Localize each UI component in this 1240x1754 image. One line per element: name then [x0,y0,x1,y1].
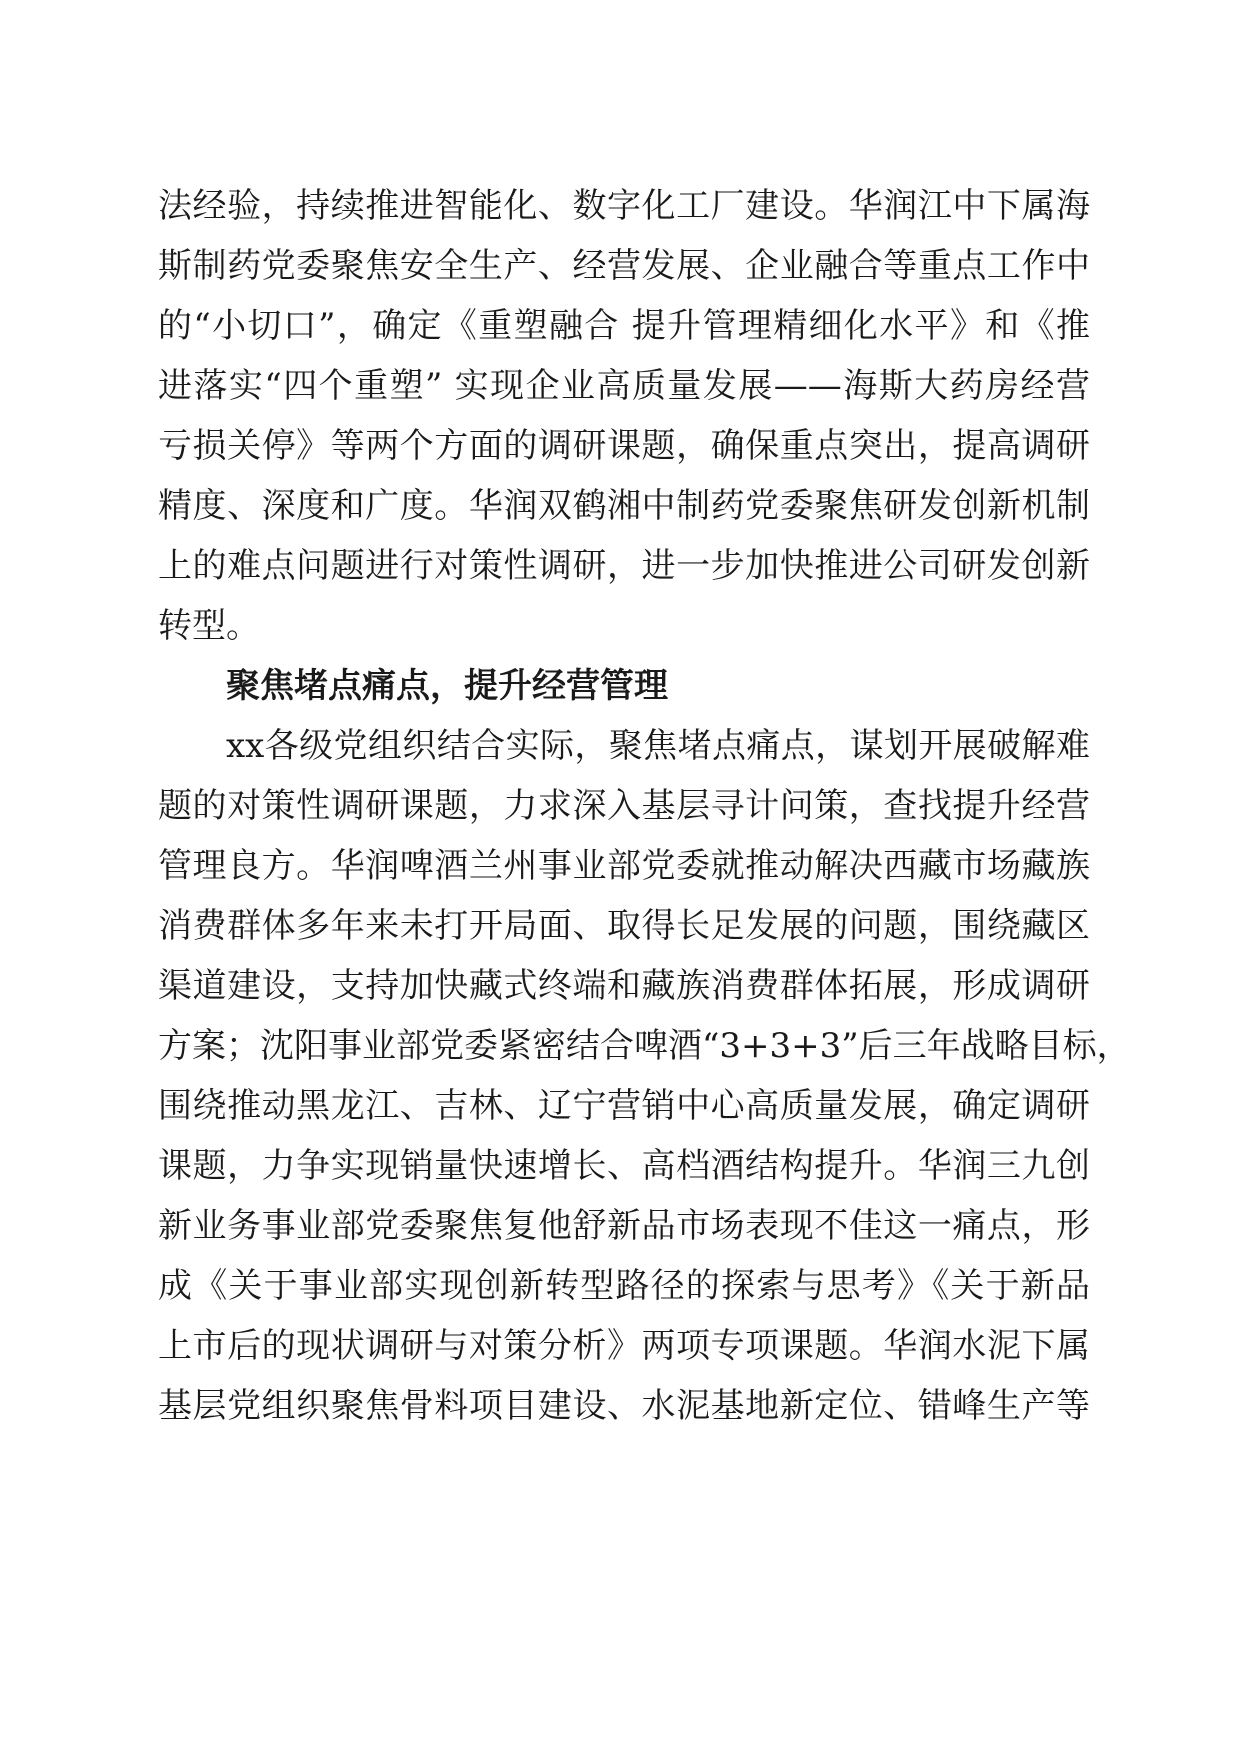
paragraph-1-line-2: 斯制药党委聚焦安全生产、经营发展、企业融合等重点工作中 [158,246,1090,286]
paragraph-2-line-6: 方案；沈阳事业部党委紧密结合啤酒“3+3+3”后三年战略目标， [158,1026,1131,1066]
paragraph-2-line-5: 渠道建设，支持加快藏式终端和藏族消费群体拓展，形成调研 [158,966,1090,1006]
paragraph-1-line-3: 的“小切口”，确定《重塑融合 提升管理精细化水平》和《推 [158,306,1090,346]
paragraph-2-line-1: xx各级党组织结合实际，聚焦堵点痛点，谋划开展破解难 [226,726,1090,766]
paragraph-2-line-12: 基层党组织聚焦骨料项目建设、水泥基地新定位、错峰生产等 [158,1386,1090,1426]
paragraph-2-line-7: 围绕推动黑龙江、吉林、辽宁营销中心高质量发展，确定调研 [158,1086,1090,1126]
paragraph-2-line-2: 题的对策性调研课题，力求深入基层寻计问策，查找提升经营 [158,786,1090,826]
paragraph-2-line-11: 上市后的现状调研与对策分析》两项专项课题。华润水泥下属 [158,1326,1090,1366]
paragraph-2-line-3: 管理良方。华润啤酒兰州事业部党委就推动解决西藏市场藏族 [158,846,1090,886]
section-heading: 聚焦堵点痛点，提升经营管理 [226,666,668,706]
paragraph-1-line-4: 进落实“四个重塑” 实现企业高质量发展——海斯大药房经营 [158,366,1090,406]
paragraph-1-line-6: 精度、深度和广度。华润双鹤湘中制药党委聚焦研发创新机制 [158,486,1090,526]
paragraph-1-line-7: 上的难点问题进行对策性调研，进一步加快推进公司研发创新 [158,546,1090,586]
paragraph-2-line-10: 成《关于事业部实现创新转型路径的探索与思考》《关于新品 [158,1266,1090,1306]
paragraph-2-line-4: 消费群体多年来未打开局面、取得长足发展的问题，围绕藏区 [158,906,1090,946]
paragraph-1-line-5: 亏损关停》等两个方面的调研课题，确保重点突出，提高调研 [158,426,1090,466]
paragraph-1-line-8: 转型。 [158,606,260,646]
paragraph-2-line-9: 新业务事业部党委聚焦复他舒新品市场表现不佳这一痛点，形 [158,1206,1090,1246]
paragraph-1-line-1: 法经验，持续推进智能化、数字化工厂建设。华润江中下属海 [158,186,1090,226]
paragraph-2-line-8: 课题，力争实现销量快速增长、高档酒结构提升。华润三九创 [158,1146,1090,1186]
